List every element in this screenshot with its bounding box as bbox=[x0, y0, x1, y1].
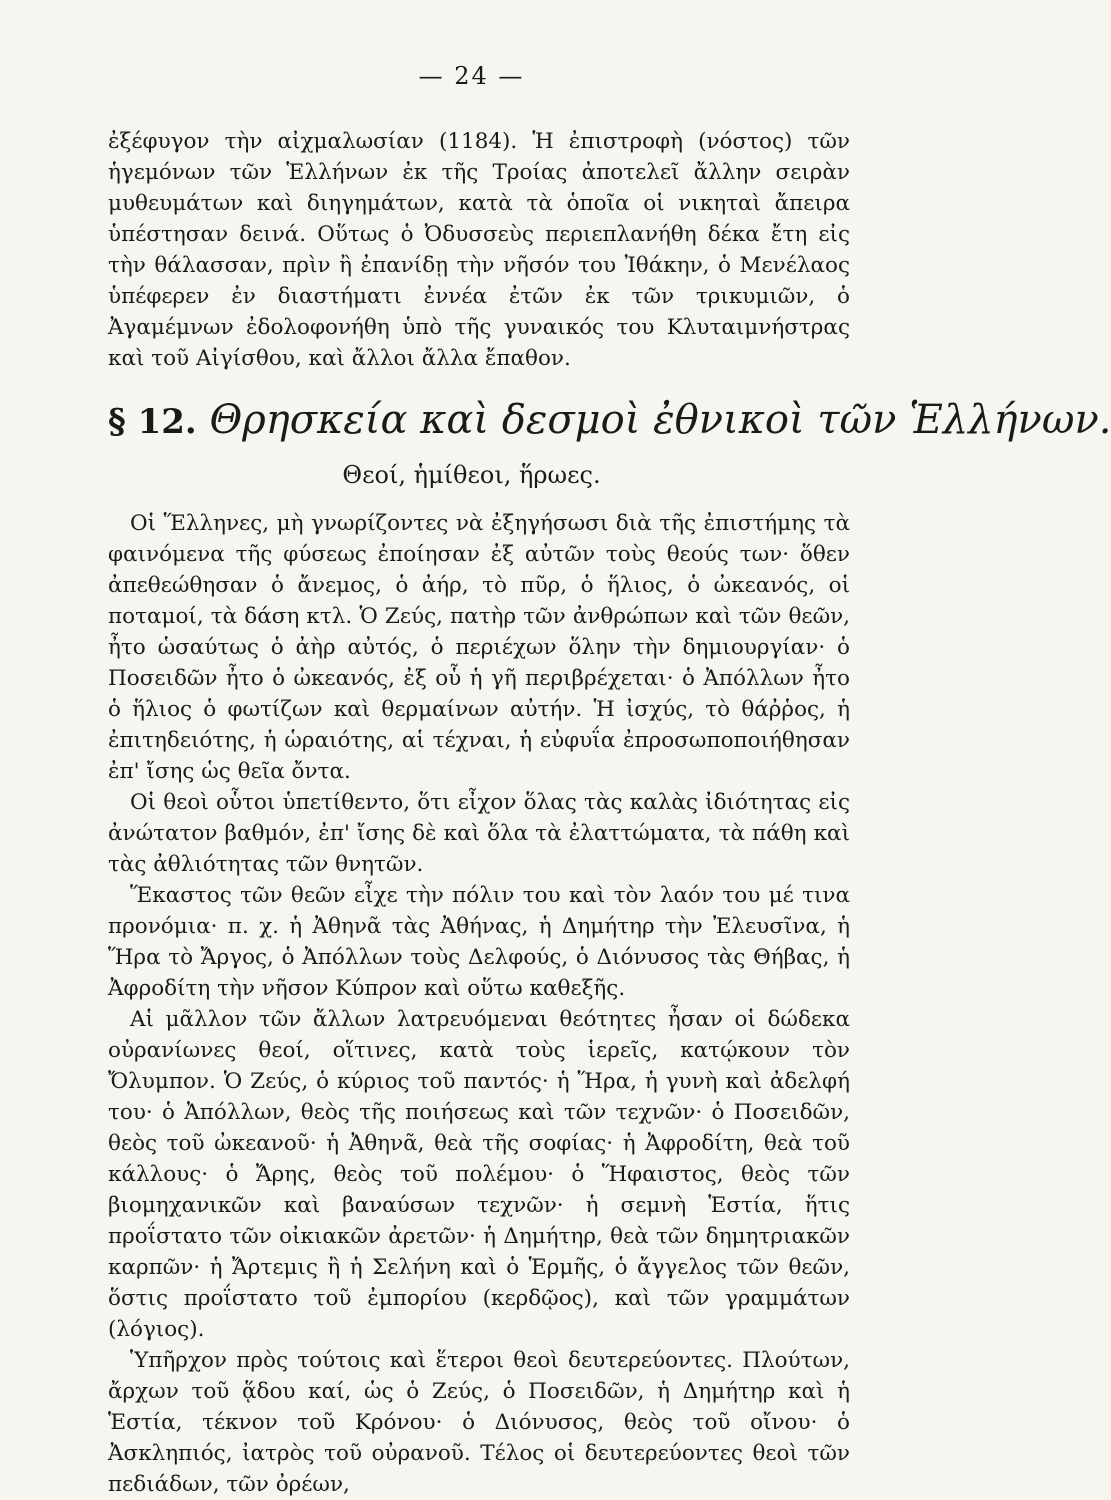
page-number: — 24 — bbox=[418, 62, 525, 90]
section-title: Θρησκεία καὶ δεσμοὶ ἐθνικοὶ τῶν Ἑλλήνων. bbox=[209, 397, 1111, 443]
section-number: § 12. bbox=[108, 402, 197, 442]
paragraph: Οἱ Ἕλληνες, μὴ γνωρίζοντες νὰ ἐξηγήσωσι διὰ τῆς ἐπιστήμης τὰ φαινόμενα τῆς φύσεως ἐποίησαν ἐξ αὐτῶν τοὺς θεούς των· ὅθεν ἀπεθεώθησαν ὁ ἄνεμος, ὁ ἀήρ, τὸ πῦρ, ὁ ἥλιος, ὁ ὠκεανός, οἱ ποταμοί, τὰ δάση κτλ. Ὁ Ζεύς, πατὴρ τῶν ἀνθρώπων καὶ τῶν θεῶν, ἦτο ὡσαύτως ὁ ἀὴρ αὐτός, ὁ περιέχων ὅλην τὴν δημιουργίαν· ὁ Ποσειδῶν ἦτο ὁ ὠκεανός, ἐξ οὗ ἡ γῆ περιβρέχεται· ὁ Ἀπόλλων ἦτο ὁ ἥλιος ὁ φωτίζων καὶ θερμαίνων αὐτήν. Ἡ ἰσχύς, τὸ θάῤῥος, ἡ ἐπιτηδειότης, ἡ ὡραιότης, αἱ τέχναι, ἡ εὐφυΐα ἐπροσωποποιήθησαν ἐπ' ἴσης ὡς θεῖα ὄντα. bbox=[108, 511, 850, 784]
paragraph: Οἱ θεοὶ οὗτοι ὑπετίθεντο, ὅτι εἶχον ὅλας τὰς καλὰς ἰδιότητας εἰς ἀνώτατον βαθμόν, ἐπ' ἴσης δὲ καὶ ὅλα τὰ ἐλαττώματα, τὰ πάθη καὶ τὰς ἀθλιότητας τῶν θνητῶν. bbox=[108, 790, 850, 877]
body-text bbox=[108, 508, 850, 1500]
section-subtitle: Θεοί, ἡμίθεοι, ἥρωες. bbox=[342, 461, 601, 489]
paragraph: Αἱ μᾶλλον τῶν ἄλλων λατρευόμεναι θεότητες ἦσαν οἱ δώδεκα οὐρανίωνες θεοί, οἵτινες, κατὰ τοὺς ἱερεῖς, κατῴκουν τὸν Ὄλυμπον. Ὁ Ζεύς, ὁ κύριος τοῦ παντός· ἡ Ἥρα, ἡ γυνὴ καὶ ἀδελφή του· ὁ Ἀπόλλων, θεὸς τῆς ποιήσεως καὶ τῶν τεχνῶν· ὁ Ποσειδῶν, θεὸς τοῦ ὠκεανοῦ· ἡ Ἀθηνᾶ, θεὰ τῆς σοφίας· ἡ Ἀφροδίτη, θεὰ τοῦ κάλλους· ὁ Ἄρης, θεὸς τοῦ πολέμου· ὁ Ἥφαιστος, θεὸς τῶν βιομηχανικῶν καὶ βαναύσων τεχνῶν· ἡ σεμνὴ Ἑστία, ἥτις προΐστατο τῶν οἰκιακῶν ἀρετῶν· ἡ Δημήτηρ, θεὰ τῶν δημητριακῶν καρπῶν· ἡ Ἄρτεμις ἢ ἡ Σελήνη καὶ ὁ Ἑρμῆς, ὁ ἄγγελος τῶν θεῶν, ὅστις προΐστατο τοῦ ἐμπορίου (κερδῷος), καὶ τῶν γραμμάτων (λόγιος). bbox=[108, 1007, 850, 1342]
section-heading bbox=[108, 396, 1111, 446]
intro-paragraph: ἐξέφυγον τὴν αἰχμαλωσίαν (1184). Ἡ ἐπιστροφὴ (νόστος) τῶν ἡγεμόνων τῶν Ἑλλήνων ἐκ τῆς Τροίας ἀποτελεῖ ἄλλην σειρὰν μυθευμάτων καὶ διηγημάτων, κατὰ τὰ ὁποῖα οἱ νικηταὶ ἄπειρα ὑπέστησαν δεινά. Οὕτως ὁ Ὀδυσσεὺς περιεπλανήθη δέκα ἔτη εἰς τὴν θάλασσαν, πρὶν ἢ ἐπανίδῃ τὴν νῆσόν του Ἰθάκην, ὁ Μενέλαος ὑπέφερεν ἐν διαστήματι ἐννέα ἐτῶν ἐκ τῶν τρικυμιῶν, ὁ Ἀγαμέμνων ἐδολοφονήθη ὑπὸ τῆς γυναικός του Κλυταιμνήστρας καὶ τοῦ Αἰγίσθου, καὶ ἄλλοι ἄλλα ἔπαθον. bbox=[108, 129, 850, 371]
paragraph: Ἕκαστος τῶν θεῶν εἶχε τὴν πόλιν του καὶ τὸν λαόν του μέ τινα προνόμια· π. χ. ἡ Ἀθηνᾶ τὰς Ἀθήνας, ἡ Δημήτηρ τὴν Ἐλευσῖνα, ἡ Ἥρα τὸ Ἄργος, ὁ Ἀπόλλων τοὺς Δελφούς, ὁ Διόνυσος τὰς Θήβας, ἡ Ἀφροδίτη τὴν νῆσον Κύπρον καὶ οὕτω καθεξῆς. bbox=[108, 883, 850, 1001]
paragraph: Ὑπῆρχον πρὸς τούτοις καὶ ἕτεροι θεοὶ δευτερεύοντες. Πλούτων, ἄρχων τοῦ ᾅδου καί, ὡς ὁ Ζεύς, ὁ Ποσειδῶν, ἡ Δημήτηρ καὶ ἡ Ἑστία, τέκνον τοῦ Κρόνου· ὁ Διόνυσος, θεὸς τοῦ οἴνου· ὁ Ἀσκληπιός, ἰατρὸς τοῦ οὐρανοῦ. Τέλος οἱ δευτερεύοντες θεοὶ τῶν πεδιάδων, τῶν ὀρέων, bbox=[108, 1348, 850, 1497]
